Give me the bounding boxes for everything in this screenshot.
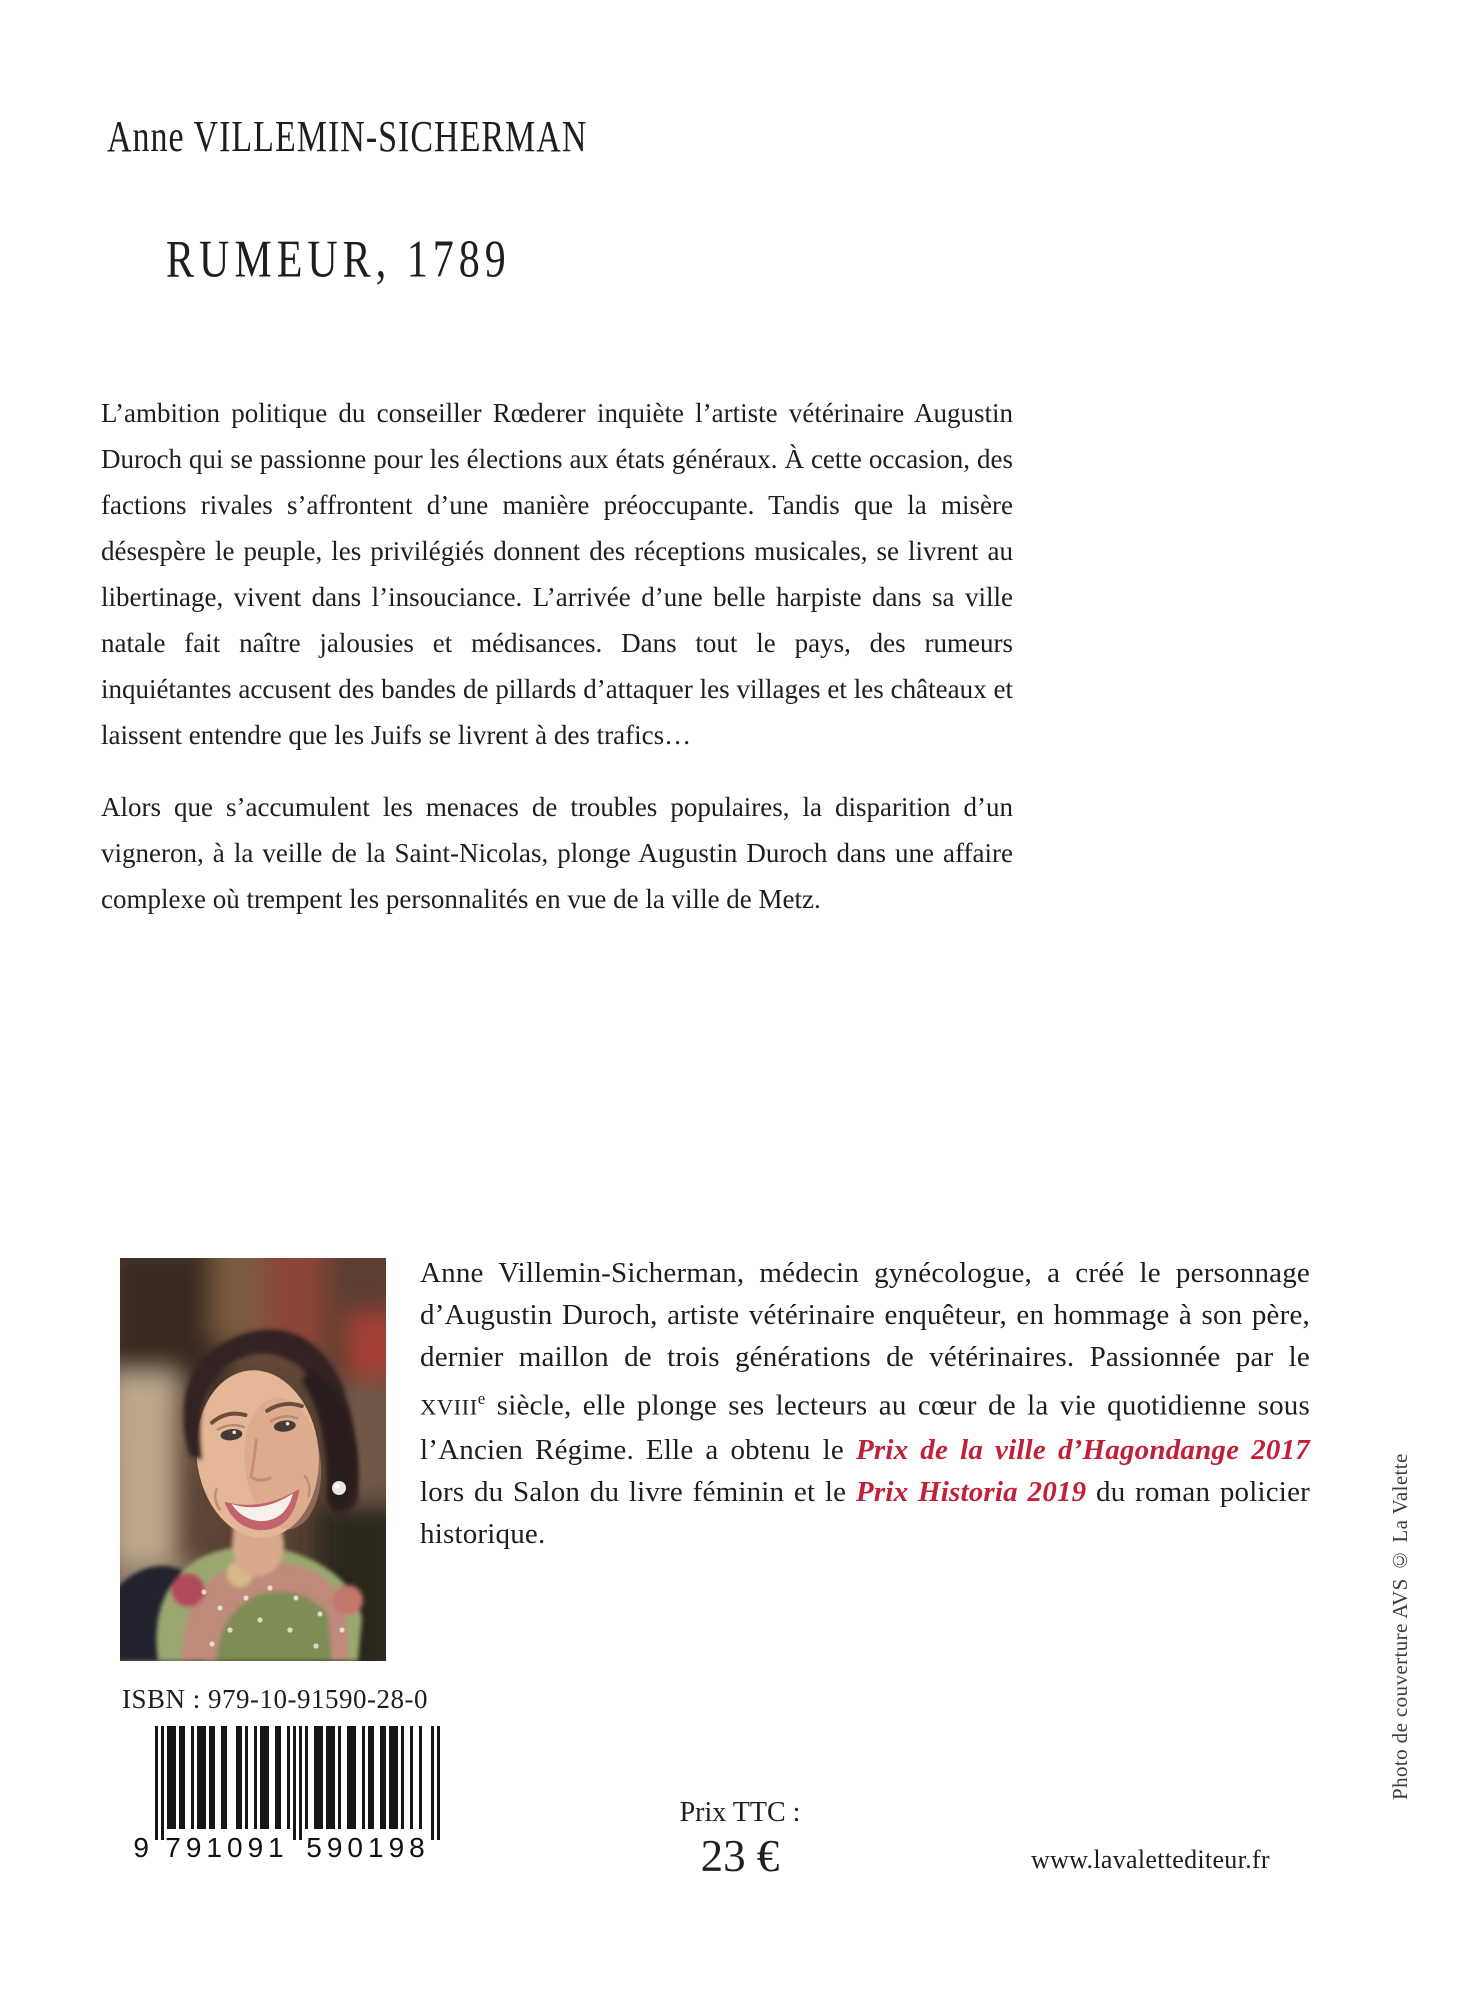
author-bio [420,1252,1310,1555]
barcode-bar [212,1726,215,1829]
barcode-bar [401,1726,404,1829]
barcode-bar [410,1726,413,1829]
isbn-label: ISBN : 979-10-91590-28-0 [122,1684,428,1714]
bio-text-segment: Prix Historia 2019 [855,1475,1087,1508]
author-portrait-illustration [120,1258,386,1661]
barcode-bar [245,1726,248,1829]
book-title: RUMEUR, 1789 [166,231,511,289]
barcode-bar [287,1726,290,1829]
barcode-bar [173,1726,176,1829]
barcode-bar [362,1726,365,1829]
bio-text-segment: Anne Villemin-Sicherman, médecin gynécologue, a créé le personnage d’Augustin Duroch, artiste vétérinaire enquêteur, en hommage à son père, dernier maillon de trois générations de vétérinaires. Passionnée par le [420,1257,1310,1373]
barcode-bar [182,1726,185,1829]
barcode-bar [161,1726,164,1840]
price-label: Prix TTC : [679,1797,801,1828]
bio-text-segment: lors du Salon du livre féminin et le [420,1475,856,1508]
barcode-bar [155,1726,158,1840]
barcode-bar [305,1726,308,1829]
author-name: Anne VILLEMIN-SICHERMAN [107,113,588,162]
barcode-bar [293,1726,296,1840]
photo-credit: Photo de couverture AVS © La Valette [1388,1453,1412,1800]
publisher-website: www.lavalettediteur.fr [1031,1845,1270,1874]
barcode-digit-lead: 9 [133,1832,149,1863]
barcode-bar [191,1726,194,1829]
bio-text-segment: XVIII [420,1394,478,1420]
author-photo [120,1258,386,1661]
barcode-bar [254,1726,257,1829]
barcode-bar [278,1726,281,1829]
barcode-bar [353,1726,356,1829]
barcode-digit-group-1: 791091 [165,1832,289,1863]
synopsis-paragraph-2: Alors que s’accumulent les menaces de troubles populaires, la disparition d’un vigneron, à la veille de la Saint-Nicolas, plonge Augustin Duroch dans une affaire complexe où trempent les personnalités en vue de la ville de Metz. [101,792,1013,914]
barcode-bars [155,1726,440,1840]
barcode-bar [299,1726,302,1840]
barcode-bar [437,1726,440,1840]
barcode-bar [224,1726,227,1829]
barcode-bar [266,1726,269,1829]
barcode-bar [431,1726,434,1840]
barcode-bar [383,1726,386,1829]
barcode-bar [332,1726,335,1829]
barcode-bar [419,1726,422,1829]
bio-text-segment: Prix de la ville d’Hagondange 2017 [855,1433,1311,1466]
barcode-digits [133,1832,440,1866]
barcode-bar [371,1726,374,1829]
bio-text-segment: siècle, elle plonge ses lecteurs au cœur de la vie quotidienne sous l’Ancien Régime. Elle a obtenu le [420,1389,1310,1466]
barcode-digit-group-2: 590198 [306,1832,430,1863]
bio-text-segment: du roman policier historique. [420,1475,1310,1550]
barcode-bar [338,1726,341,1829]
synopsis-paragraph-1: L’ambition politique du conseiller Rœderer inquiète l’artiste vétérinaire Augustin Duroch qui se passionne pour les élections aux états généraux. À cette occasion, des factions rivales s’affrontent d’une manière préoccupante. Tandis que la misère désespère le peuple, les privilégiés donnent des réceptions musicales, se livrent au libertinage, vivent dans l’insouciance. L’arrivée d’une belle harpiste dans sa ville natale fait naître jalousies et médisances. Dans tout le pays, des rumeurs inquiétantes accusent des bandes de pillards d’attaquer les villages et les châteaux et laissent entendre que les Juifs se livrent à des trafics… [101,398,1013,750]
price-value: 23 € [700,1831,780,1881]
barcode-bar [395,1726,398,1829]
barcode [133,1726,440,1866]
barcode-bar [203,1726,206,1829]
bio-text-segment: e [477,1389,486,1408]
barcode-bar [239,1726,242,1829]
barcode-bar [320,1726,323,1829]
